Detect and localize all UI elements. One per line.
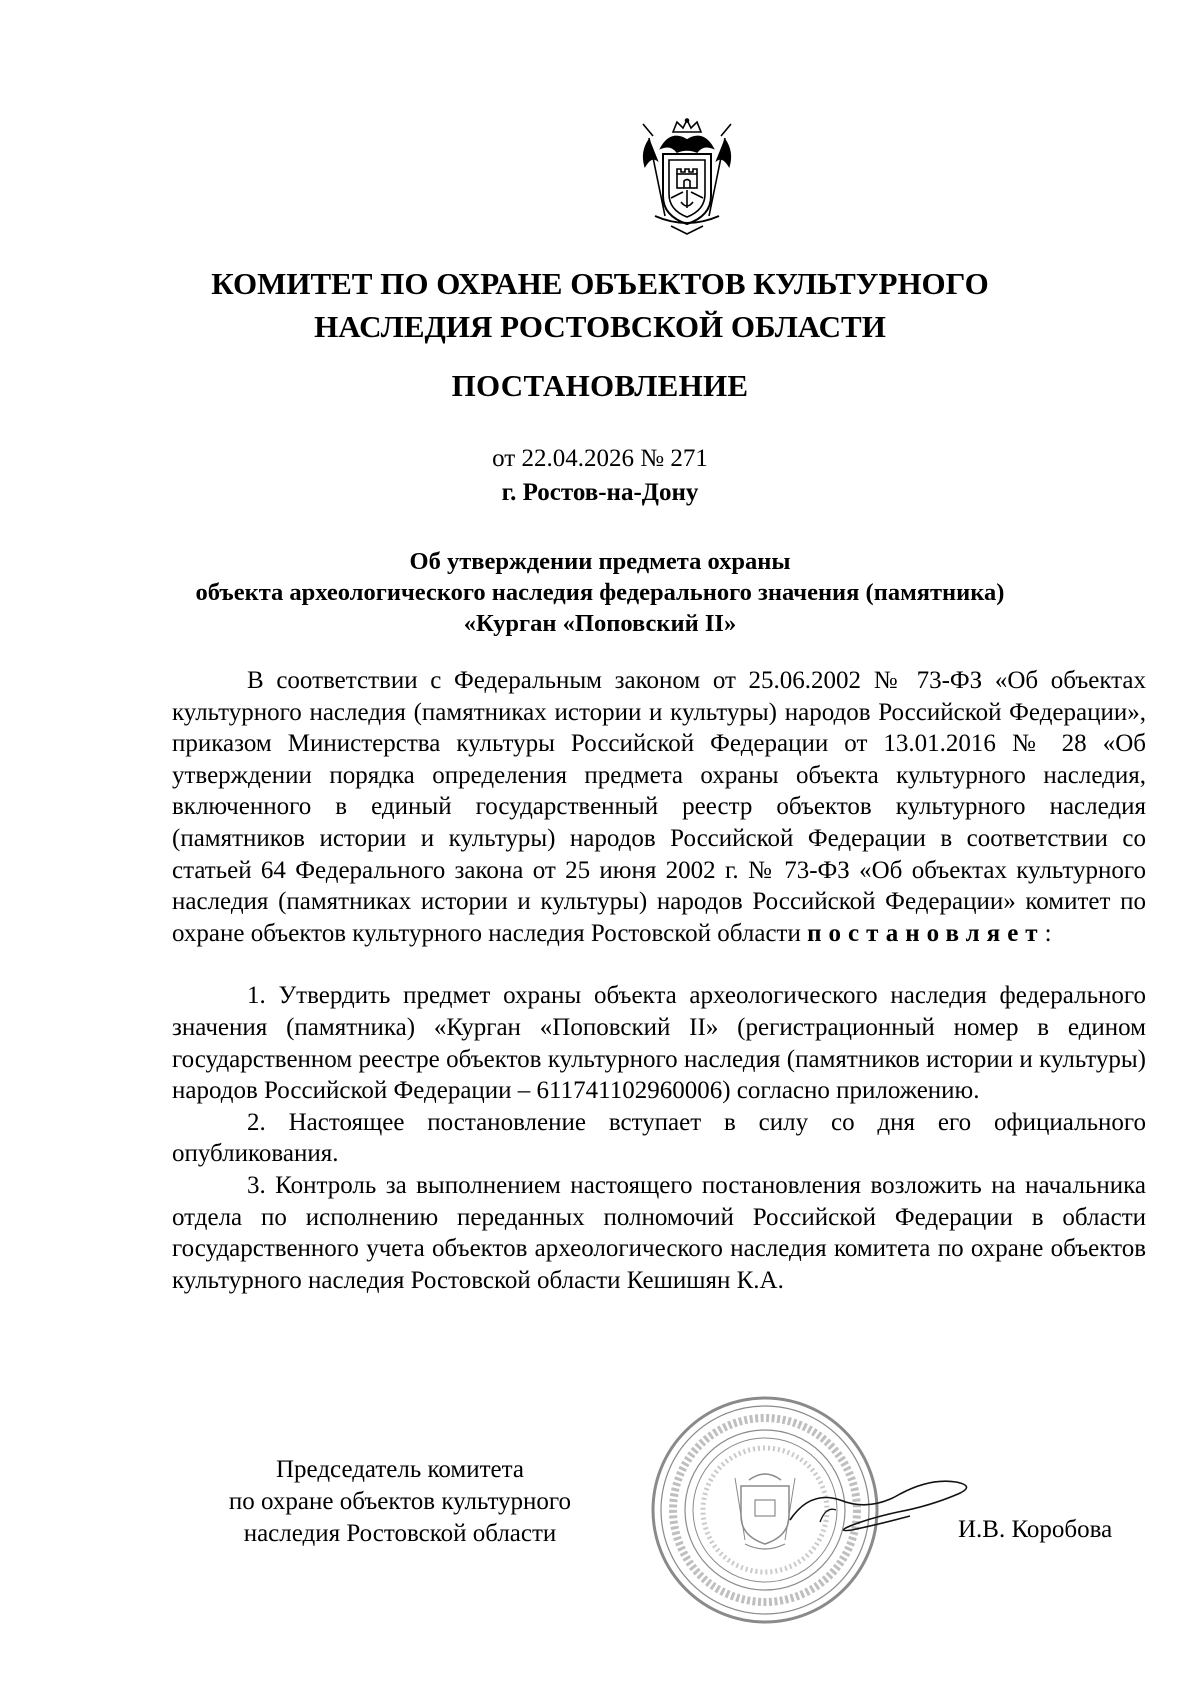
organization-title: [150, 262, 1050, 348]
subject-line-2: объекта археологического наследия федерального значения (памятника): [195, 579, 1005, 606]
resolves-word: постановляет: [807, 919, 1045, 947]
resolution-item: 1. Утвердить предмет охраны объекта археологического наследия федерального значения (памятника) «Курган «Поповский II» (регистрационный номер в едином государственном реестре объектов культурного наследия (памятников истории и культуры) народов Российской Федерации – 611741102960006) согласно приложению.: [172, 982, 1146, 1105]
signatory-title-line-3: наследия Ростовской области: [243, 1520, 557, 1547]
preamble-paragraph: [172, 665, 1146, 949]
signatory-title: [180, 1454, 620, 1550]
rostov-oblast-coat-of-arms-icon: [631, 118, 743, 236]
resolution-item: 3. Контроль за выполнением настоящего постановления возложить на начальника отдела по исполнению переданных полномочий Российской Федерации в области государственного учета объектов археологического наследия комитета по охране объектов культурного наследия Ростовской области Кешишян К.А.: [172, 1171, 1146, 1294]
subject-line-1: Об утверждении предмета охраны: [409, 548, 791, 575]
resolution-item: 2. Настоящее постановление вступает в силу со дня его официального опубликования.: [172, 1108, 1146, 1168]
document-type: ПОСТАНОВЛЕНИЕ: [451, 368, 749, 403]
handwritten-signature-icon: [780, 1460, 980, 1550]
document-date-number: от 22.04.2026 № 271: [492, 445, 708, 472]
signatory-title-line-2: по охране объектов культурного: [228, 1488, 572, 1515]
document-body: [172, 665, 1146, 1296]
organization-title-line-1: КОМИТЕТ ПО ОХРАНЕ ОБЪЕКТОВ КУЛЬТУРНОГО: [211, 266, 989, 301]
document-city: г. Ростов-на-Дону: [501, 479, 699, 506]
document-subject: [160, 546, 1040, 639]
signatory-title-line-1: Председатель комитета: [276, 1456, 524, 1483]
organization-title-line-2: НАСЛЕДИЯ РОСТОВСКОЙ ОБЛАСТИ: [314, 309, 886, 344]
resolves-colon: :: [1044, 919, 1052, 947]
signatory-name: И.В. Коробова: [958, 1516, 1113, 1543]
subject-line-3: «Курган «Поповский II»: [463, 610, 737, 637]
preamble-text: В соответствии с Федеральным законом от 25.06.2002 № 73-ФЗ «Об объектах культурного наследия (памятниках истории и культуры) народов Российской Федерации», приказом Министерства культуры Российской Федерации от 13.01.2016 № 28 «Об утверждении порядка определения предмета охраны объекта культурного наследия, включенного в единый государственный реестр объектов культурного наследия (памятников истории и культуры) народов Российской Федерации в соответствии со статьей 64 Федерального закона от 25 июня 2002 г. № 73-ФЗ «Об объектах культурного наследия (памятниках истории и культуры) народов Российской Федерации» комитет по охране объектов культурного наследия Ростовской области: [172, 667, 1146, 947]
